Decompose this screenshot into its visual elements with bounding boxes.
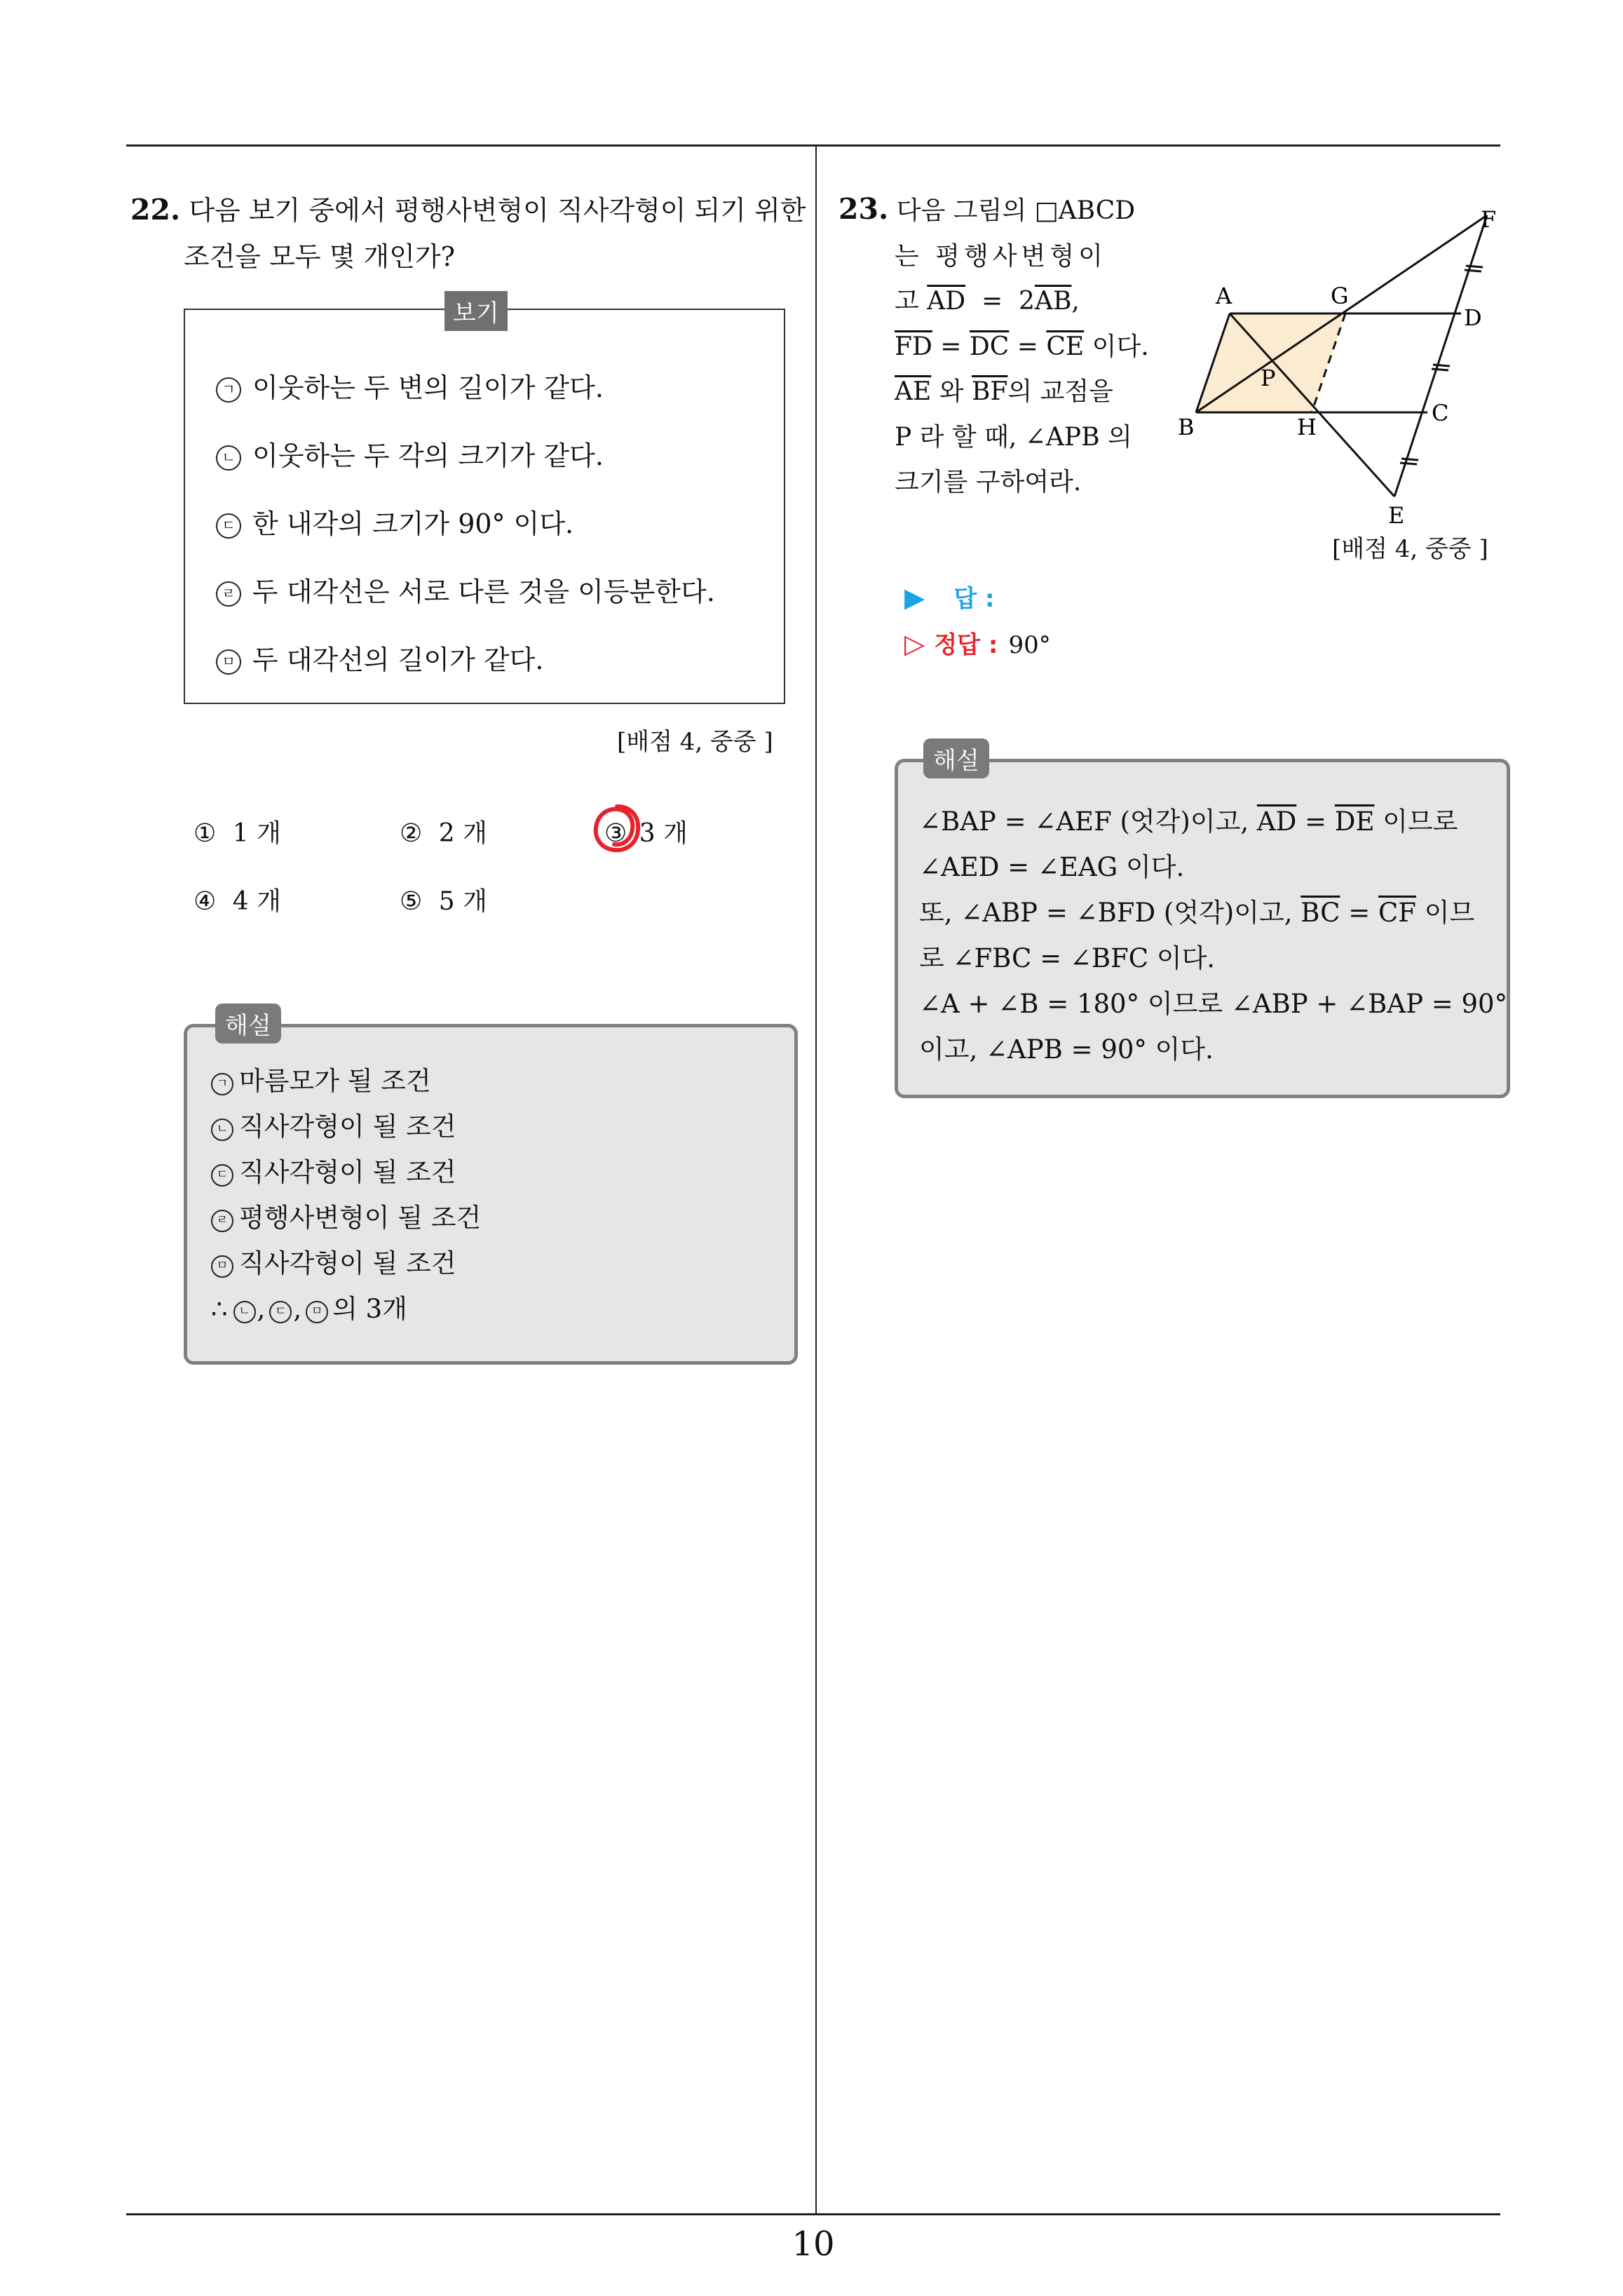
top-rule (126, 144, 1500, 147)
choice-mark: ⑤ (400, 887, 423, 916)
play-arrow-icon: ▶ (904, 582, 925, 613)
segment-ae: $\overline{AE}$ (895, 377, 932, 406)
bogi-item-text: 두 대각선은 서로 다른 것을 이등분한다. (252, 576, 715, 607)
q23-expl-line-4: 로 ∠FBC = ∠BFC 이다. (919, 943, 1216, 973)
q23-expl-line-5: ∠A + ∠B = 180° 이므로 ∠ABP + ∠BAP = 90° (919, 989, 1508, 1019)
segment-bc: $\overline{BC}$ (1301, 898, 1340, 928)
circled-mark: ㄹ (211, 1210, 233, 1232)
choice-mark: ② (400, 819, 423, 848)
choice-text: 3 개 (639, 819, 688, 848)
q22-question (130, 187, 806, 280)
choice-text: 4 개 (232, 887, 281, 916)
bogi-item-text: 이웃하는 두 각의 크기가 같다. (252, 440, 604, 471)
label-g: G (1331, 283, 1349, 309)
line-fe (1394, 215, 1487, 497)
equal-tick-marks (1400, 266, 1483, 464)
label-d: D (1464, 304, 1482, 331)
circled-mark: ㄴ (211, 1119, 233, 1141)
q23-line6: P 라 할 때, ∠APB 의 (895, 422, 1132, 452)
q22-bogi-title: 보기 (444, 291, 508, 331)
segment-ad: $\overline{AD}$ (927, 287, 966, 316)
q23-expl-line-1: ∠BAP = ∠AEF (엇각)이고, $\overline{AD} = \overline{DE}$ 이므로 (919, 806, 1458, 837)
circled-mark: ㄴ (233, 1301, 256, 1323)
circled-mark: ㅁ (211, 1255, 233, 1278)
segment-bf: $\overline{BF}$ (971, 377, 1008, 406)
expl-text: 마름모가 될 조건 (239, 1066, 431, 1096)
expl-text: 직사각형이 될 조건 (239, 1157, 456, 1187)
q22-explanation-box (184, 1012, 798, 1365)
q22-expl-line-5 (211, 1242, 456, 1280)
q23-line3: 고 $\overline{AD} = 2\overline{AB}$, (895, 287, 1080, 316)
expl-text: 직사각형이 될 조건 (239, 1248, 456, 1278)
q23-expl-line-2: ∠AED = ∠EAG 이다. (919, 852, 1185, 882)
q22-bogi-item-2 (216, 434, 604, 473)
q23-line1: 다음 그림의 □ABCD (896, 196, 1136, 225)
page-number: 10 (792, 2224, 835, 2264)
q22-explanation-tag: 해설 (215, 1004, 281, 1044)
q23-explanation-box (895, 747, 1510, 1098)
q22-bogi-box (184, 299, 785, 704)
q22-choice-4[interactable] (193, 882, 281, 917)
circled-mark: ㄷ (216, 513, 241, 539)
q22-expl-line-3 (211, 1151, 456, 1189)
q22-number: 22. (130, 193, 181, 227)
outline-arrow-icon: ▷ (904, 628, 925, 659)
label-b: B (1178, 414, 1195, 440)
bogi-item-text: 한 내각의 크기가 90° 이다. (252, 508, 574, 539)
q22-expl-line-2 (211, 1105, 456, 1143)
segment-ce: $\overline{CE}$ (1046, 332, 1085, 361)
segment-fd: $\overline{FD}$ (895, 332, 932, 361)
circled-mark: ㄷ (269, 1301, 292, 1323)
q23-line7: 크기를 구하여라. (895, 468, 1082, 497)
choice-mark: ① (193, 819, 217, 848)
parallelogram-diagram (1178, 196, 1500, 533)
q22-choice-2[interactable] (400, 813, 487, 849)
segment-de: $\overline{DE}$ (1334, 806, 1375, 837)
q22-bogi-item-5 (216, 638, 543, 677)
q22-expl-line-1 (211, 1060, 431, 1098)
q22-expl-line-4 (211, 1196, 481, 1234)
q23-answer-row[interactable] (904, 579, 995, 614)
bogi-item-text: 두 대각선의 길이가 같다. (252, 644, 544, 675)
bogi-item-text: 이웃하는 두 변의 길이가 같다. (252, 372, 604, 403)
label-c: C (1432, 400, 1449, 426)
choice-text: 1 개 (232, 819, 281, 848)
circled-mark: ㅁ (216, 649, 241, 675)
q22-bogi-item-3 (216, 502, 573, 541)
q23-explanation-tag: 해설 (923, 738, 989, 778)
choice-mark: ④ (193, 887, 217, 916)
circled-mark: ㄷ (211, 1164, 233, 1187)
correct-label: 정답 : (934, 631, 998, 659)
q23-number: 23. (838, 192, 889, 226)
q23-points: [배점 4, 중중 ] (1332, 535, 1488, 563)
label-e: E (1388, 502, 1405, 529)
q23-line2: 는 평행사변형이 (895, 241, 1107, 271)
label-p: P (1261, 365, 1276, 391)
q23-correct-row (904, 626, 1051, 660)
q22-bogi-item-1 (216, 366, 604, 405)
circled-mark: ㅁ (306, 1301, 328, 1323)
q23-question (838, 187, 1161, 506)
segment-dc: $\overline{DC}$ (969, 332, 1010, 361)
selected-answer-circle-icon (589, 801, 645, 857)
choice-text: 2 개 (438, 819, 487, 848)
label-h: H (1297, 414, 1317, 440)
q23-expl-line-3: 또, ∠ABP = ∠BFD (엇각)이고, $\overline{BC} = \overline{CF}$ 이므 (919, 898, 1475, 928)
q22-points: [배점 4, 중중 ] (617, 728, 773, 756)
expl-text: 평행사변형이 될 조건 (239, 1203, 482, 1233)
correct-value: 90° (1008, 631, 1051, 659)
q22-bogi-item-4 (216, 570, 715, 609)
expl-text: 직사각형이 될 조건 (239, 1112, 456, 1142)
q23-line4: $\overline{FD} = \overline{DC} = \overline{CE}$ 이다. (895, 332, 1149, 361)
q22-choice-5[interactable] (400, 882, 487, 917)
circled-mark: ㄴ (216, 445, 241, 471)
choice-mark: ③ (604, 819, 627, 848)
q22-conclusion: ∴ ㄴ , ㄷ , ㅁ 의 3개 (211, 1294, 407, 1324)
choice-text: 5 개 (438, 887, 487, 916)
q22-line2: 조건을 모두 몇 개인가? (184, 241, 455, 272)
segment-cf: $\overline{CF}$ (1378, 898, 1416, 928)
q22-line1: 다음 보기 중에서 평행사변형이 직사각형이 되기 위한 (189, 195, 806, 226)
segment-ab: $\overline{AB}$ (1034, 287, 1072, 316)
circled-mark: ㄹ (216, 581, 241, 607)
column-divider (815, 144, 817, 2213)
conclusion-text: 의 3개 (332, 1294, 407, 1324)
circled-mark: ㄱ (216, 377, 241, 403)
segment-ad: $\overline{AD}$ (1256, 806, 1297, 837)
therefore-symbol: ∴ (211, 1294, 228, 1324)
answer-label: 답 : (953, 585, 995, 613)
q23-line5: $\overline{AE}$ 와 $\overline{BF}$의 교점을 (895, 377, 1113, 406)
q23-expl-line-6: 이고, ∠APB = 90° 이다. (919, 1034, 1214, 1065)
q22-choice-1[interactable] (193, 813, 281, 849)
label-f: F (1481, 206, 1497, 233)
bottom-rule (126, 2213, 1500, 2215)
circled-mark: ㄱ (211, 1073, 233, 1095)
label-a: A (1216, 283, 1232, 309)
